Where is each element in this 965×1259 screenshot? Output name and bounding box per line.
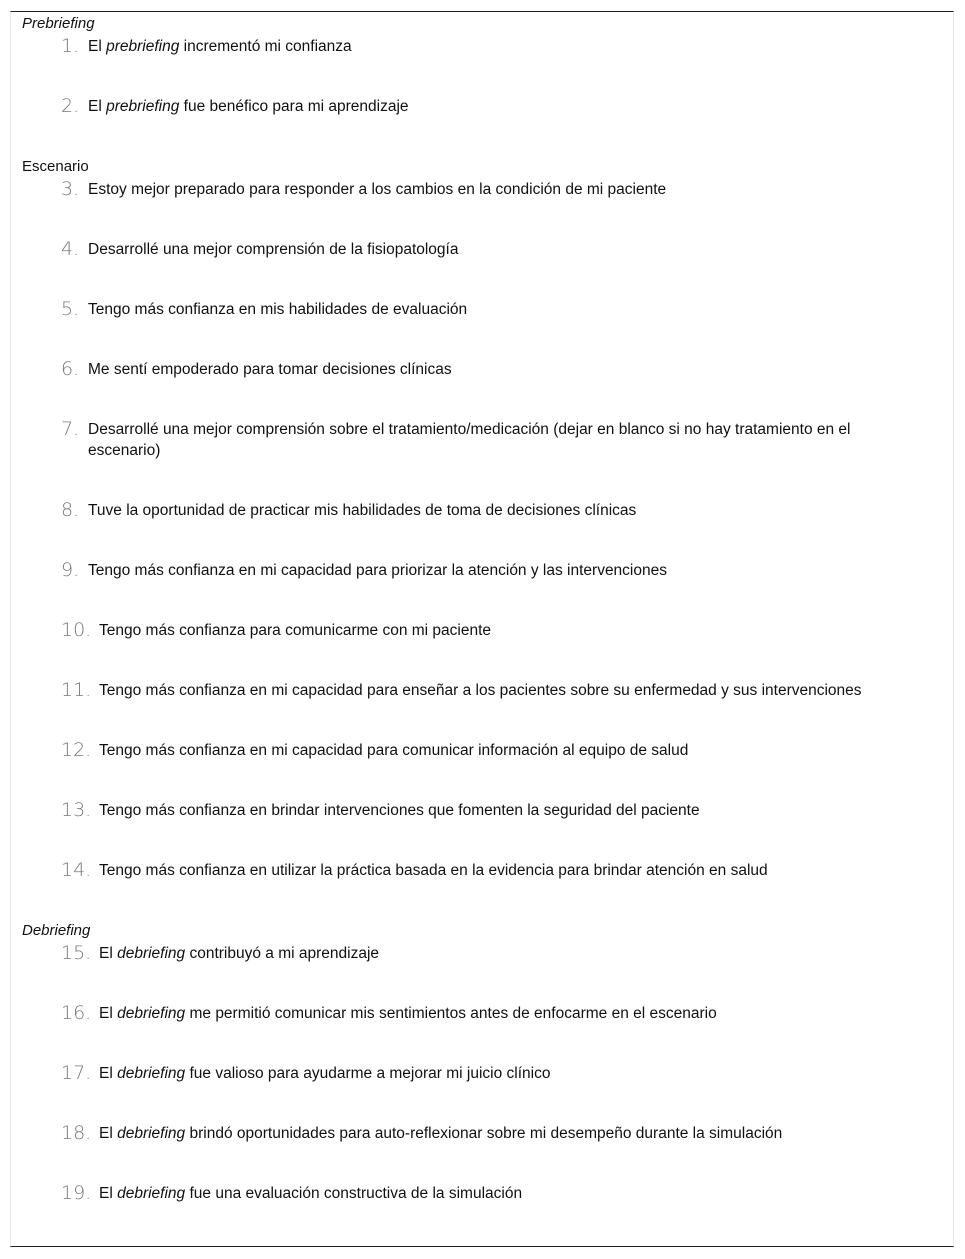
item-number: 10. [61,619,92,641]
section-heading-escenario: Escenario [22,158,89,175]
section-heading-prebriefing: Prebriefing [22,15,95,32]
item-text: El debriefing contribuyó a mi aprendizaje [99,945,380,962]
section-heading-debriefing: Debriefing [22,922,91,939]
item-text: Tengo más confianza en brindar intervenciones que fomenten la seguridad del paciente [99,802,700,819]
item-number: 16. [61,1002,92,1024]
item-text: Tuve la oportunidad de practicar mis habilidades de toma de decisiones clínicas [88,502,637,519]
item-number: 15. [61,942,92,964]
item-text: Me sentí empoderado para tomar decisiones clínicas [88,361,452,378]
item-number: 9. [61,559,80,581]
item-text: Desarrollé una mejor comprensión de la fisiopatología [88,241,459,258]
item-number: 8. [61,499,80,521]
item-text: Tengo más confianza en mi capacidad para comunicar información al equipo de salud [99,742,689,759]
item-number: 14. [61,859,92,881]
item-number: 19. [61,1182,92,1204]
item-number: 12. [61,739,92,761]
item-text: Tengo más confianza para comunicarme con mi paciente [99,622,492,639]
item-number: 1. [61,35,80,57]
item-number: 4. [61,238,80,260]
item-text: Estoy mejor preparado para responder a los cambios en la condición de mi paciente [88,181,667,198]
item-text: Tengo más confianza en mis habilidades de evaluación [88,301,468,318]
item-number: 7. [61,418,80,440]
item-number: 6. [61,358,80,380]
item-text: El prebriefing fue benéfico para mi aprendizaje [88,98,409,115]
item-text: El prebriefing incrementó mi confianza [88,38,352,55]
item-number: 11. [61,679,92,701]
item-text: Tengo más confianza en mi capacidad para enseñar a los pacientes sobre su enfermedad y sus intervenciones [99,682,862,699]
item-number: 17. [61,1062,92,1084]
item-text: El debriefing brindó oportunidades para auto-reflexionar sobre mi desempeño durante la simulación [99,1125,783,1142]
item-number: 18. [61,1122,92,1144]
item-number: 13. [61,799,92,821]
item-number: 3. [61,178,80,200]
item-text: El debriefing fue valioso para ayudarme a mejorar mi juicio clínico [99,1065,551,1082]
item-text: Tengo más confianza en utilizar la práctica basada en la evidencia para brindar atención en salud [99,862,768,879]
item-text: Desarrollé una mejor comprensión sobre el tratamiento/medicación (dejar en blanco si no hay tratamiento en el escenario) [88,421,851,459]
item-text: El debriefing fue una evaluación constructiva de la simulación [99,1185,523,1202]
item-number: 2. [61,95,80,117]
item-text: Tengo más confianza en mi capacidad para priorizar la atención y las intervenciones [88,562,667,579]
item-number: 5. [61,298,80,320]
questionnaire-table [10,11,954,1247]
item-text: El debriefing me permitió comunicar mis sentimientos antes de enfocarme en el escenario [99,1005,717,1022]
